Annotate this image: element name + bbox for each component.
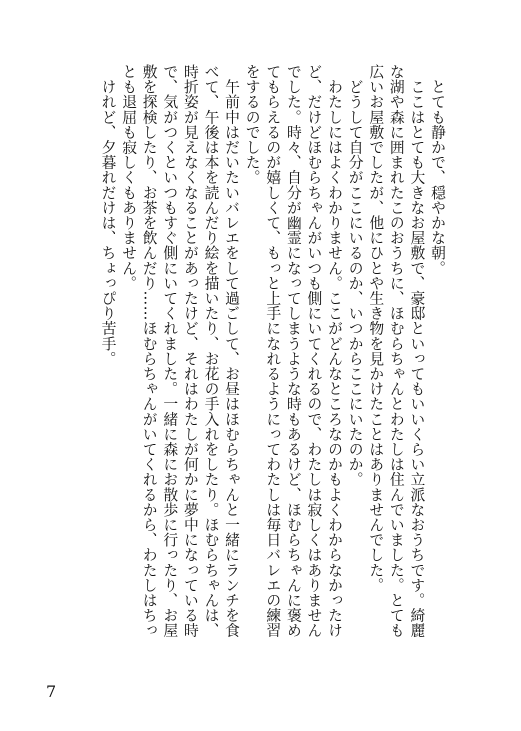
text-column: べて、午後は本を読んだり絵を描いたり、お花の手入れをしたり。ほむらちゃんは、	[202, 64, 220, 638]
text-column: とても静かで、穏やかな朝。	[429, 64, 446, 276]
page-number: 7	[46, 682, 57, 701]
text-column: をするのでした。	[243, 64, 261, 185]
text-column: けれど、夕暮れだけは、ちょっぴり苦手。	[99, 64, 117, 366]
text-column: ここはとても大きなお屋敷で、豪邸といってもいいくらい立派なおうちです。綺麗	[408, 64, 426, 638]
text-column: でした。時々、自分が幽霊になってしまうような時もあるけど、ほむらちゃんに褒め	[284, 64, 302, 638]
text-column: どうして自分がここにいるのか、いつからここにいたのか。	[346, 64, 364, 487]
vertical-text-block	[75, 64, 447, 664]
text-column: わたしにはよくわかりません。ここがどんなところなのかもよくわからなかったけ	[326, 64, 344, 638]
text-column: てもらえるのが嬉しくて、もっと上手になれるようにってわたしは毎日バレエの練習	[264, 64, 282, 638]
text-column: 広いお屋敷でしたが、他にひとや生き物を見かけたことはありませんでした。	[367, 64, 385, 593]
text-column: 敷を探検したり、お茶を飲んだり……ほむらちゃんがいてくれるから、わたしはちっ	[140, 64, 158, 638]
text-column: ど、だけどほむらちゃんがいつも側にいてくれるので、わたしは寂しくはありません	[305, 64, 323, 638]
text-column: とも退屈も寂しくもありません。	[120, 64, 138, 291]
text-column: で、気がつくといつもすぐ側にいてくれました。一緒に森にお散歩に行ったり、お屋	[161, 64, 179, 638]
text-column: 午前中はだいたいバレエをして過ごして、お昼はほむらちゃんと一緒にランチを食	[223, 64, 241, 638]
text-column: 時折姿が見えなくなることがあったけど、それはわたしが何かに夢中になっている時	[181, 64, 199, 638]
text-column: な湖や森に囲まれたこのおうちに、ほむらちゃんとわたしは住んでいました。とても	[387, 64, 405, 638]
